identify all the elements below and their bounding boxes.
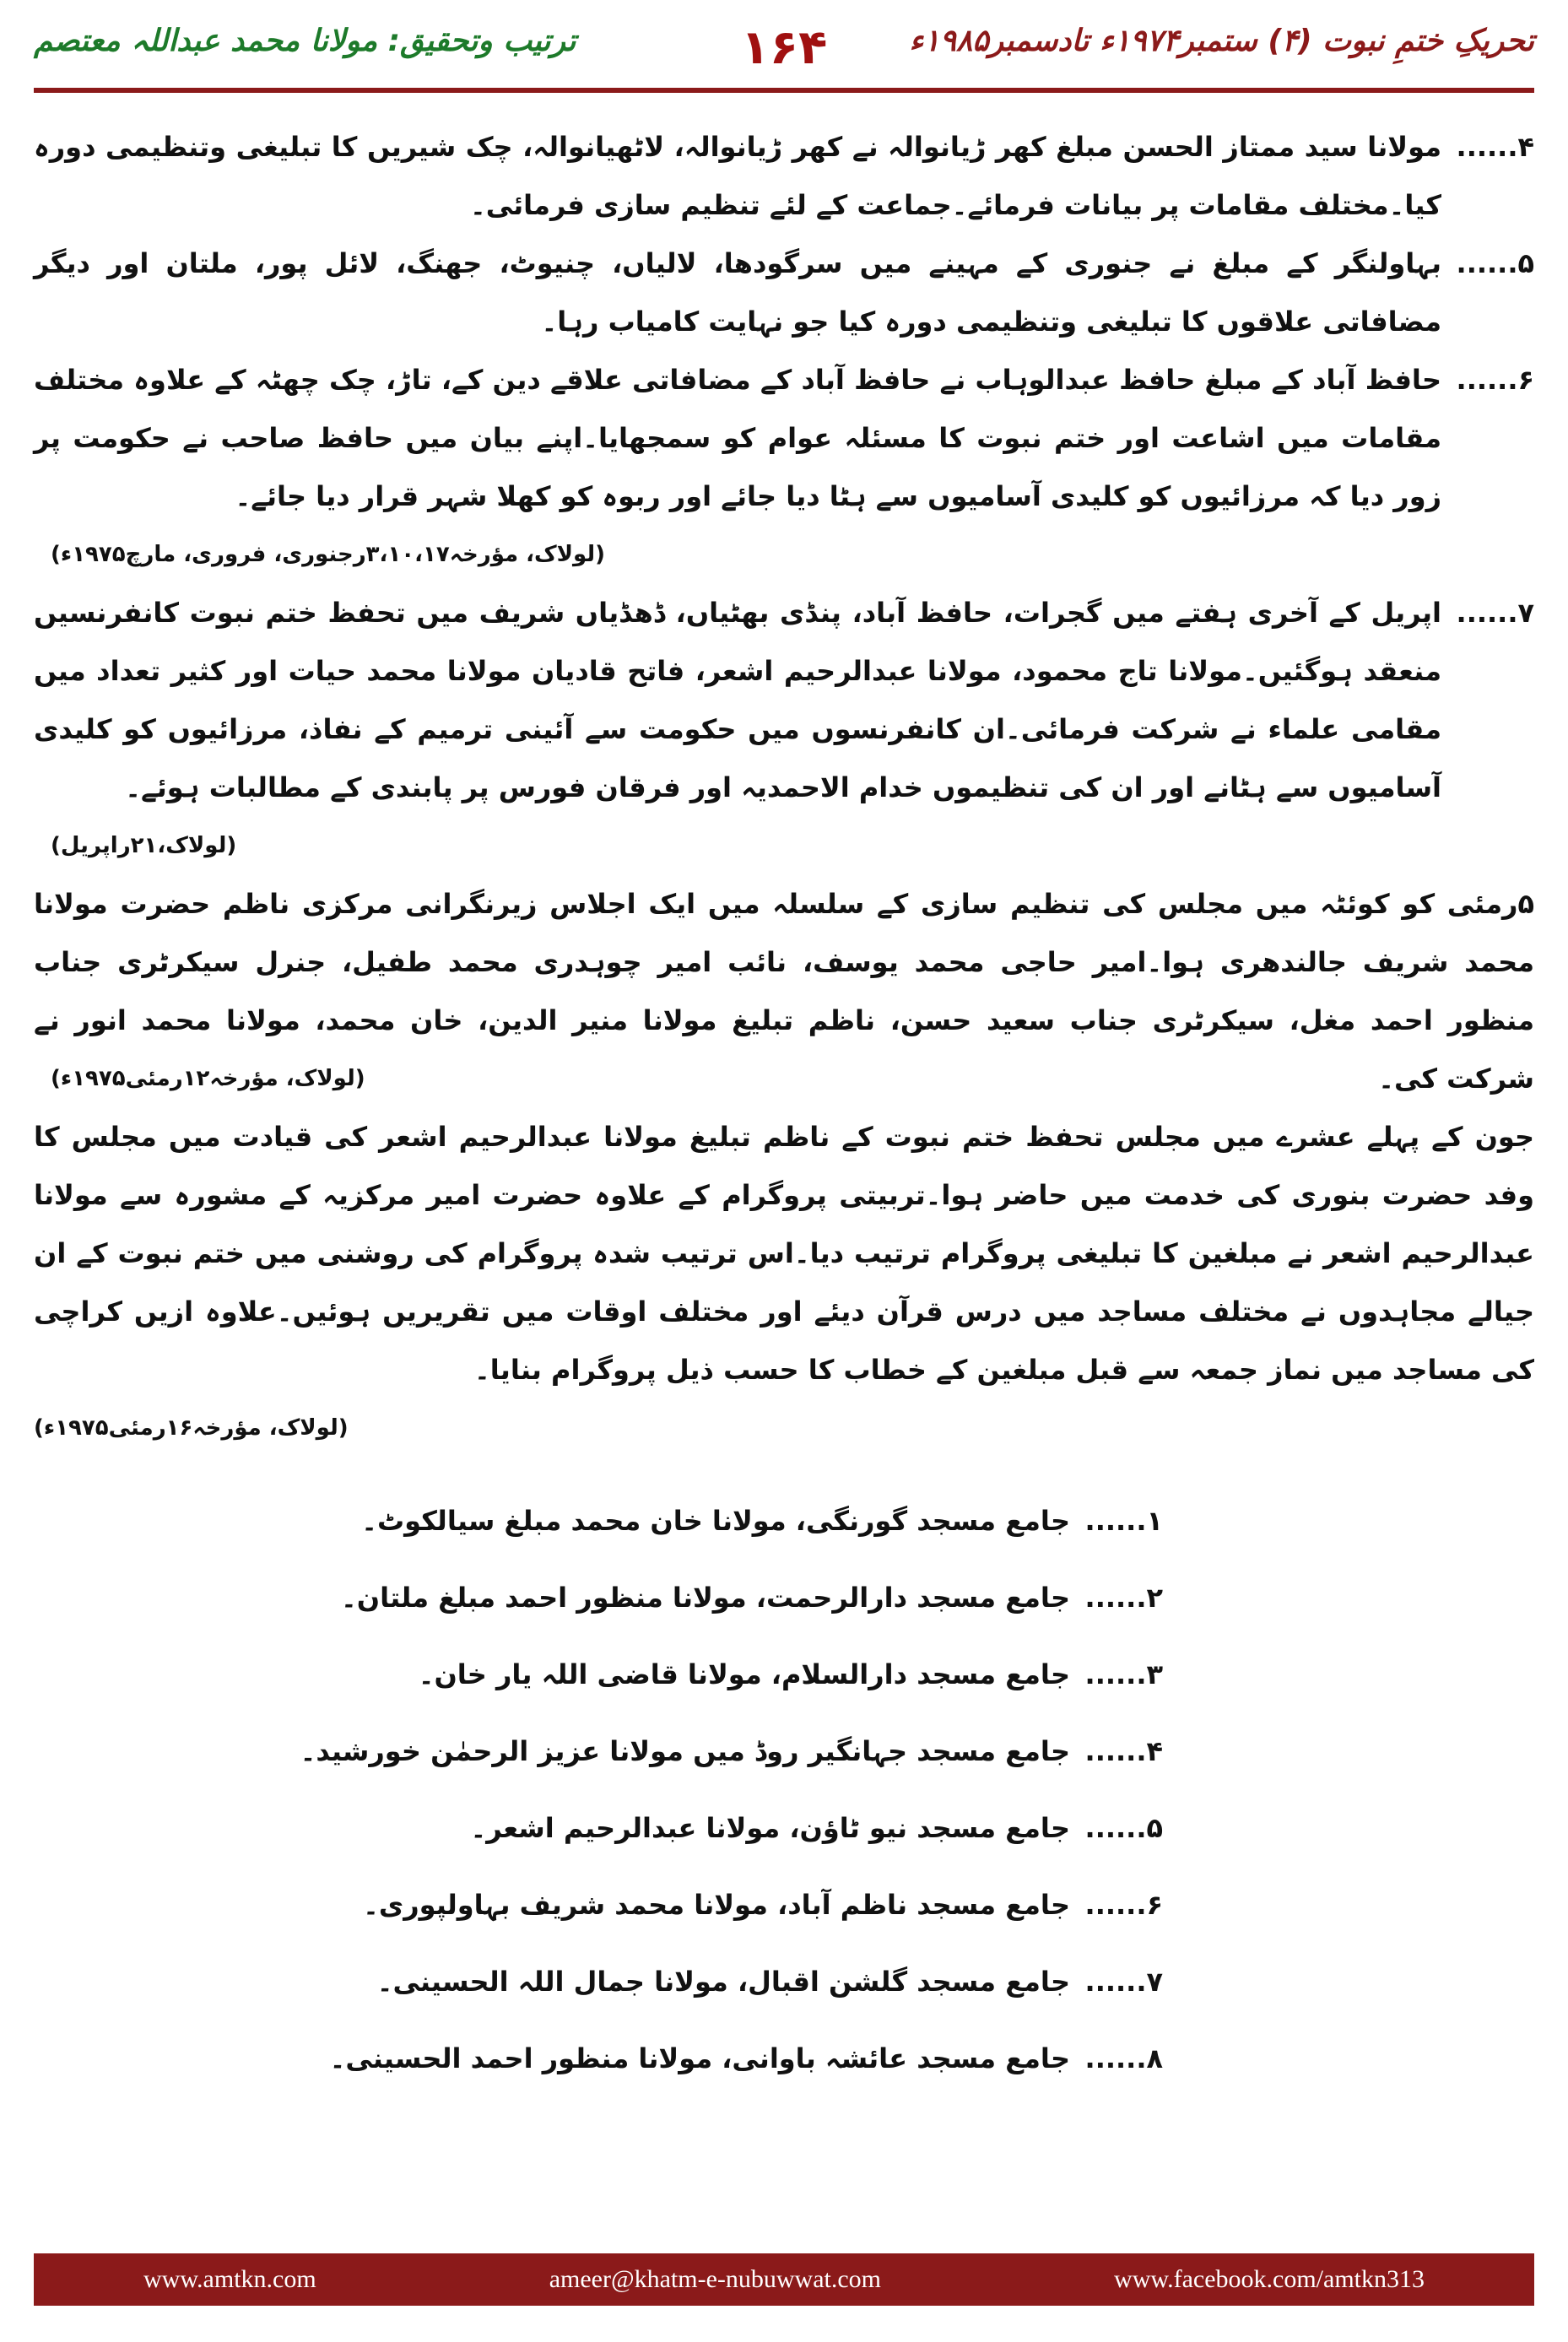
page-header xyxy=(34,20,1534,83)
item-text: بہاولنگر کے مبلغ نے جنوری کے مہینے میں سرگودھا، لالیاں، چنیوٹ، جھنگ، لائل پور، ملتان اور دیگر مضافاتی علاقوں کا تبلیغی وتنظیمی دورہ کیا جو نہایت کامیاب رہا۔ xyxy=(34,247,1441,338)
list-item xyxy=(34,235,1534,351)
header-divider xyxy=(34,88,1534,93)
paragraph-text: ۵رمئی کو کوئٹہ میں مجلس کی تنظیم سازی کے سلسلہ میں ایک اجلاس زیرنگرانی مرکزی ناظم حضرت مولانا محمد شریف جالندھری ہوا۔امیر حاجی محمد یوسف، نائب امیر چوہدری محمد طفیل، جنرل سیکرٹری جناب منظور احمد مغل، سیکرٹری جناب سعید حسن، ناظم تبلیغ مولانا منیر الدین، خان محمد، مولانا محمد انور نے شرکت کی۔ xyxy=(34,888,1534,1095)
mosque-text: جامع مسجد دارالرحمت، مولانا منظور احمد مبلغ ملتان۔ xyxy=(341,1582,1070,1614)
citation-block: (لولاک، مؤرخہ۱۶رمئی۱۹۷۵ء) xyxy=(34,1415,349,1441)
mosque-number: ۸...... xyxy=(1084,2042,1163,2074)
item-number: ۷...... xyxy=(1456,597,1534,629)
mosque-text: جامع مسجد دارالسلام، مولانا قاضی اللہ یار خان۔ xyxy=(418,1658,1070,1690)
mosque-item xyxy=(34,1560,1163,1636)
list-item xyxy=(34,351,1534,584)
mosque-list xyxy=(34,1483,1534,2097)
mosque-number: ۵...... xyxy=(1084,1812,1163,1844)
facebook-link[interactable]: www.facebook.com/amtkn313 xyxy=(1114,2265,1425,2293)
website-link[interactable]: www.amtkn.com xyxy=(143,2265,316,2293)
page-body xyxy=(34,118,1534,2097)
mosque-number: ۶...... xyxy=(1084,1889,1163,1921)
mosque-number: ۳...... xyxy=(1084,1658,1163,1690)
mosque-item xyxy=(34,1713,1163,1790)
mosque-item xyxy=(34,1790,1163,1867)
email-link[interactable]: ameer@khatm-e-nubuwwat.com xyxy=(549,2265,882,2293)
citation: (لولاک، مؤرخہ۱۲رمئی۱۹۷۵ء) xyxy=(51,1066,365,1091)
mosque-text: جامع مسجد ناظم آباد، مولانا محمد شریف بہاولپوری۔ xyxy=(363,1889,1070,1921)
mosque-text: جامع مسجد گلشن اقبال، مولانا جمال اللہ الحسینی۔ xyxy=(376,1966,1070,1998)
mosque-number: ۷...... xyxy=(1084,1966,1163,1998)
mosque-number: ۲...... xyxy=(1084,1582,1163,1614)
compiler-credit: ترتیب وتحقیق: مولانا محمد عبداللہ معتصم xyxy=(34,24,576,58)
citation: (لولاک، مؤرخہ۳،۱۰،۱۷رجنوری، فروری، مارچ۱۹۷۵ء) xyxy=(51,542,605,567)
mosque-item xyxy=(34,1867,1163,1944)
mosque-text: جامع مسجد عائشہ باوانی، مولانا منظور احمد الحسینی۔ xyxy=(329,2042,1070,2074)
mosque-text: جامع مسجد گورنگی، مولانا خان محمد مبلغ سیالکوٹ۔ xyxy=(361,1505,1070,1537)
item-number: ۴...... xyxy=(1456,131,1534,163)
citation: (لولاک،۲۱راپریل) xyxy=(51,833,237,858)
item-text: حافظ آباد کے مبلغ حافظ عبدالوہاب نے حافظ آباد کے مضافاتی علاقے دین کے، تاڑ، چک چھٹہ کے علاوہ مختلف مقامات میں اشاعت اور ختم نبوت کا مسئلہ عوام کو سمجھایا۔اپنے بیان میں حافظ صاحب نے حکومت پر زور دیا کہ مرزائیوں کو کلیدی آسامیوں سے ہٹا دیا جائے اور ربوہ کو کھلا شہر قرار دیا جائے۔ xyxy=(34,364,1441,512)
item-number: ۶...... xyxy=(1456,364,1534,396)
page-number: ۱۶۴ xyxy=(740,20,828,75)
mosque-item xyxy=(34,1944,1163,2020)
mosque-text: جامع مسجد جہانگیر روڈ میں مولانا عزیز الرحمٰن خورشید۔ xyxy=(300,1735,1070,1767)
mosque-number: ۴...... xyxy=(1084,1735,1163,1767)
book-title: تحریکِ ختمِ نبوت (۴) ستمبر۱۹۷۴ء تادسمبر۱۹۸۵ء xyxy=(909,24,1534,58)
mosque-number: ۱...... xyxy=(1084,1505,1163,1537)
mosque-text: جامع مسجد نیو ٹاؤن، مولانا عبدالرحیم اشعر۔ xyxy=(470,1812,1070,1844)
page-footer xyxy=(34,2253,1534,2306)
item-number: ۵...... xyxy=(1456,247,1534,279)
paragraph xyxy=(34,875,1534,1108)
item-text: مولانا سید ممتاز الحسن مبلغ کھر ڑیانوالہ نے کھر ڑیانوالہ، لاٹھیانوالہ، چک شیریں کا تبلیغی وتنظیمی دورہ کیا۔مختلف مقامات پر بیانات فرمائے۔جماعت کے لئے تنظیم سازی فرمائی۔ xyxy=(34,131,1441,221)
mosque-item xyxy=(34,1483,1163,1560)
list-item xyxy=(34,118,1534,235)
item-text: اپریل کے آخری ہفتے میں گجرات، حافظ آباد، پنڈی بھٹیاں، ڈھڈیاں شریف میں تحفظ ختم نبوت کانفرنسیں منعقد ہوگئیں۔مولانا تاج محمود، مولانا عبدالرحیم اشعر، فاتح قادیان مولانا محمد حیات اور کثیر تعداد میں مقامی علماء نے شرکت فرمائی۔ان کانفرنسوں میں حکومت سے آئینی ترمیم کے نفاذ، مرزائیوں کو کلیدی آسامیوں سے ہٹانے اور ان کی تنظیموں خدام الاحمدیہ اور فرقان فورس پر پابندی کے مطالبات ہوئے۔ xyxy=(34,597,1441,803)
list-item xyxy=(34,584,1534,875)
paragraph: جون کے پہلے عشرے میں مجلس تحفظ ختم نبوت کے ناظم تبلیغ مولانا عبدالرحیم اشعر کی قیادت میں مجلس کا وفد حضرت بنوری کی خدمت میں حاضر ہوا۔تربیتی پروگرام کے علاوہ حضرت امیر مرکزیہ کے مشورہ سے مولانا عبدالرحیم اشعر نے مبلغین کا تبلیغی پروگرام ترتیب دیا۔اس ترتیب شدہ پروگرام کی روشنی میں ختم نبوت کے ان جیالے مجاہدوں نے مختلف مساجد میں درس قرآن دیئے اور مختلف اوقات میں تقریریں ہوئیں۔علاوہ ازیں کراچی کی مساجد میں نماز جمعہ سے قبل مبلغین کے خطاب کا حسب ذیل پروگرام بنایا۔ xyxy=(34,1121,1534,1386)
mosque-item xyxy=(34,2020,1163,2097)
mosque-item xyxy=(34,1636,1163,1713)
